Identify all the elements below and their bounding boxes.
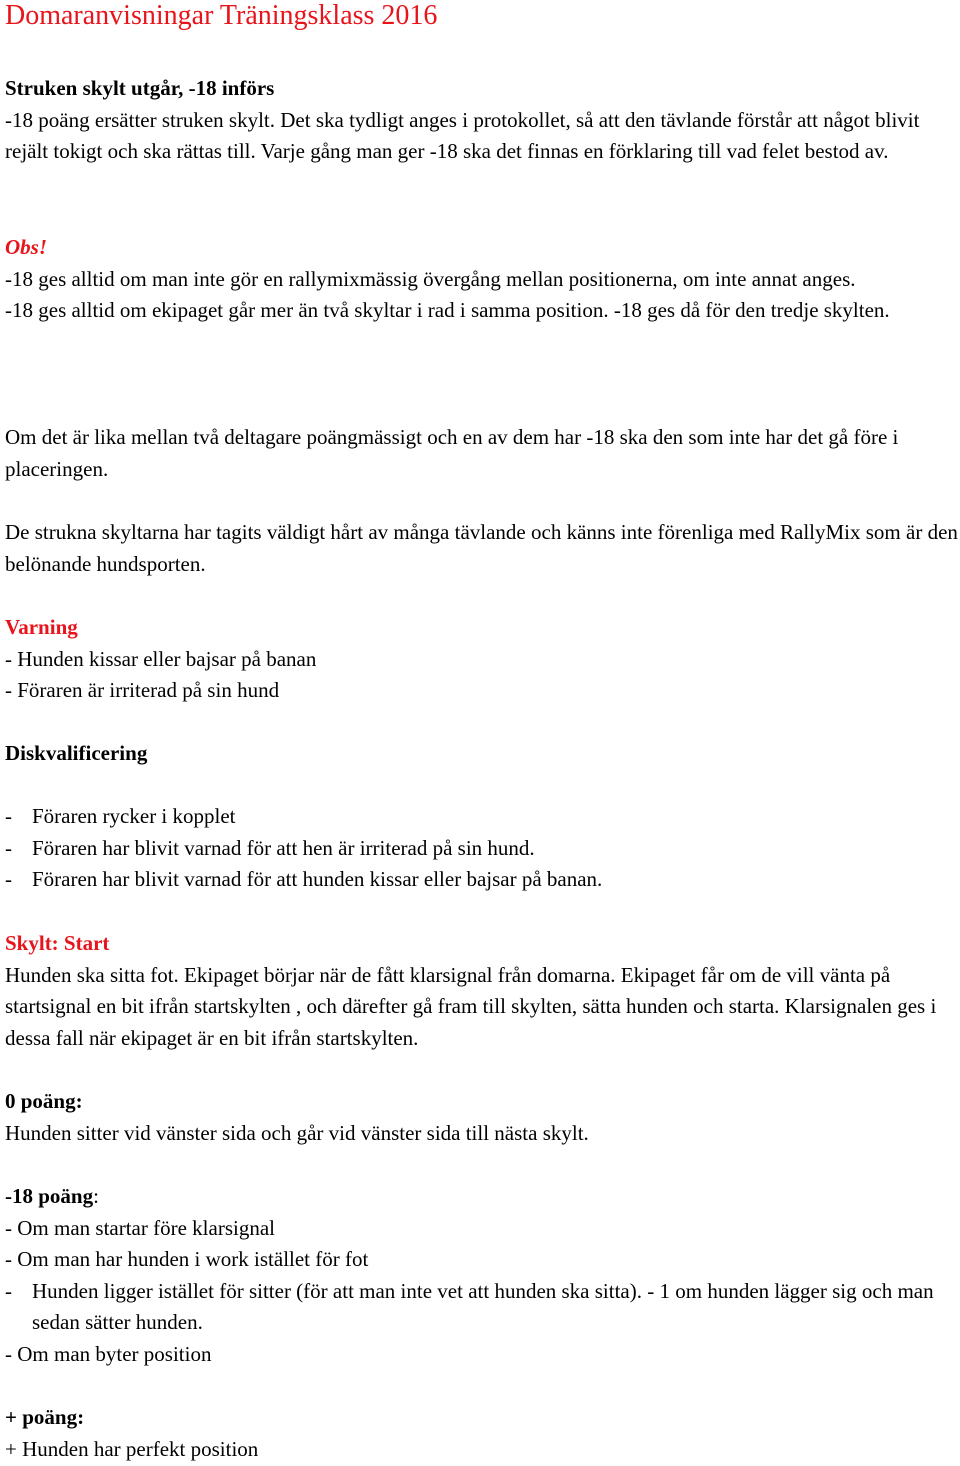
varning-item: - Föraren är irriterad på sin hund bbox=[5, 678, 280, 703]
diskvalificering-heading: Diskvalificering bbox=[5, 741, 148, 765]
minus18-item bbox=[5, 1276, 960, 1339]
diskvalificering-item bbox=[5, 864, 960, 896]
diskvalificering-item bbox=[5, 833, 960, 865]
zero-points-section bbox=[5, 1086, 960, 1149]
plus-item: + Hunden har perfekt position bbox=[5, 1436, 259, 1461]
diskvalificering-item-text: Föraren rycker i kopplet bbox=[32, 804, 236, 828]
obs-item-1: -18 ges alltid om man inte gör en rallymixmässig övergång mellan positionerna, om inte annat anges. bbox=[5, 266, 856, 291]
struken-heading: Struken skylt utgår, -18 införs bbox=[5, 76, 275, 100]
dash-bullet: - bbox=[5, 1278, 12, 1303]
varning-section bbox=[5, 612, 960, 707]
skylt-paragraph: Hunden ska sitta fot. Ekipaget börjar när de fått klarsignal från domarna. Ekipaget får om de vill vänta på startsignal en bit ifrån startskylten , och därefter gå fram till skylten, sätta hunden och starta. Klarsignalen ges i dessa fall när ekipaget är en bit ifrån startskylten. bbox=[5, 962, 937, 1050]
plus-section bbox=[5, 1402, 960, 1465]
diskvalificering-item bbox=[5, 801, 960, 833]
zero-points-heading: 0 poäng: bbox=[5, 1089, 83, 1113]
struken-paragraph: -18 poäng ersätter struken skylt. Det ska tydligt anges i protokollet, så att den tävlande förstår att något blivit rejält tokigt och ska rättas till. Varje gång man ger -18 ska det finnas en förklaring till vad felet bestod av. bbox=[5, 107, 920, 164]
diskvalificering-section bbox=[5, 738, 960, 770]
minus18-heading-line bbox=[5, 1181, 960, 1213]
minus18-item: - Om man har hunden i work istället för fot bbox=[5, 1247, 369, 1272]
plus-heading: + poäng: bbox=[5, 1405, 85, 1429]
minus18-heading: -18 poäng bbox=[5, 1184, 94, 1208]
diskvalificering-item-text: Föraren har blivit varnad för att hen är irriterad på sin hund. bbox=[32, 835, 535, 860]
strukna-paragraph: De strukna skyltarna har tagits väldigt hårt av många tävlande och känns inte förenliga med RallyMix som är den belönande hundsporten. bbox=[5, 520, 958, 576]
obs-heading: Obs! bbox=[5, 235, 48, 259]
minus18-colon: : bbox=[93, 1184, 99, 1208]
skylt-heading: Skylt: Start bbox=[5, 931, 110, 955]
obs-item-2: -18 ges alltid om ekipaget går mer än två skyltar i rad i samma position. -18 ges då för den tredje skylten. bbox=[5, 298, 890, 323]
dash-bullet: - bbox=[5, 835, 12, 860]
varning-heading: Varning bbox=[5, 615, 78, 639]
minus18-item: - Om man byter position bbox=[5, 1341, 212, 1366]
varning-item: - Hunden kissar eller bajsar på banan bbox=[5, 646, 317, 671]
struken-section bbox=[5, 73, 960, 168]
dash-bullet: - bbox=[5, 804, 12, 828]
minus18-item: - Om man startar före klarsignal bbox=[5, 1215, 275, 1240]
minus18-section bbox=[5, 1181, 960, 1371]
document-title: Domaranvisningar Träningsklass 2016 bbox=[5, 0, 438, 31]
minus18-item-text: Hunden ligger istället för sitter (för att man inte vet att hunden ska sitta). - 1 om hunden lägger sig och man sedan sätter hunden. bbox=[32, 1278, 934, 1335]
zero-points-text: Hunden sitter vid vänster sida och går vid vänster sida till nästa skylt. bbox=[5, 1120, 589, 1145]
dash-bullet: - bbox=[5, 867, 12, 892]
tie-paragraph: Om det är lika mellan två deltagare poängmässigt och en av dem har -18 ska den som inte har det gå före i placeringen. bbox=[5, 425, 899, 481]
skylt-section bbox=[5, 928, 960, 1054]
diskvalificering-list bbox=[5, 801, 960, 896]
diskvalificering-item-text: Föraren har blivit varnad för att hunden kissar eller bajsar på banan. bbox=[32, 867, 603, 892]
obs-section bbox=[5, 232, 960, 327]
